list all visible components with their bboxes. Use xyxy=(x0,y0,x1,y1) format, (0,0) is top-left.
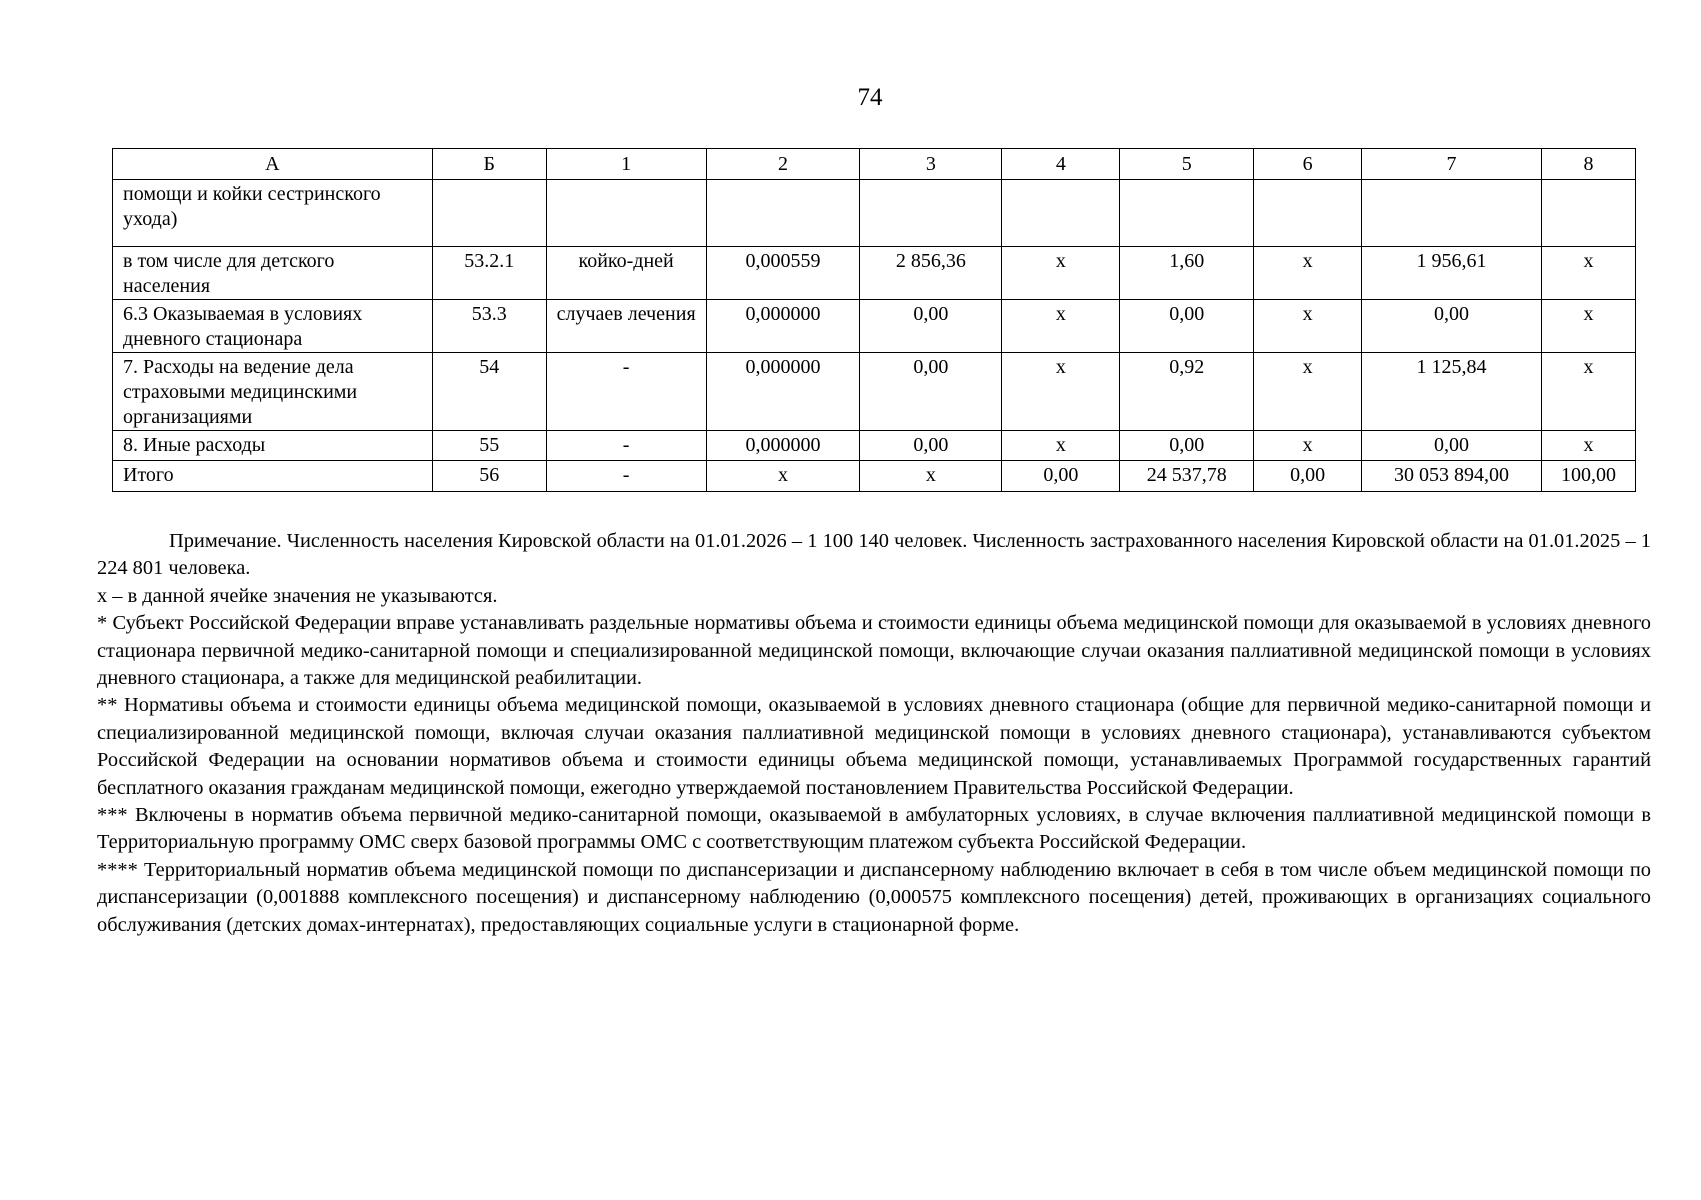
table-cell: 30 053 894,00 xyxy=(1362,461,1542,492)
table-row xyxy=(113,180,1636,247)
table-cell xyxy=(1541,180,1635,247)
table-cell: 53.2.1 xyxy=(432,247,546,300)
table-cell: 56 xyxy=(432,461,546,492)
column-header: 3 xyxy=(860,149,1002,180)
table-cell: 0,00 xyxy=(1254,461,1362,492)
table-row xyxy=(113,431,1636,461)
table-cell: 0,00 xyxy=(860,431,1002,461)
table-cell: - xyxy=(546,431,706,461)
table-cell xyxy=(432,180,546,247)
table-cell: 24 537,78 xyxy=(1120,461,1254,492)
table-cell: х xyxy=(1254,247,1362,300)
table-cell xyxy=(1002,180,1120,247)
table-cell: помощи и койки сестринского ухода) xyxy=(113,180,433,247)
table-cell xyxy=(706,180,860,247)
table-cell: 54 xyxy=(432,353,546,431)
table-cell: 0,00 xyxy=(1120,431,1254,461)
table-row xyxy=(113,247,1636,300)
table-cell: 0,00 xyxy=(1002,461,1120,492)
table-cell xyxy=(860,180,1002,247)
column-header: Б xyxy=(432,149,546,180)
table-cell: 1 125,84 xyxy=(1362,353,1542,431)
page-number: 74 xyxy=(857,84,883,111)
table-row xyxy=(113,353,1636,431)
table-row-total xyxy=(113,461,1636,492)
footnote-1: * Субъект Российской Федерации вправе устанавливать раздельные нормативы объема и стоимости единицы объема медицинской помощи для оказываемой в условиях дневного стационара первичной медико-санитарной помощи и специализированной медицинской помощи, включающие случаи оказания паллиативной медицинской помощи в условиях дневного стационара, а также для медицинской реабилитации. xyxy=(97,612,1651,690)
table-cell: 8. Иные расходы xyxy=(113,431,433,461)
table-cell: койко-дней xyxy=(546,247,706,300)
column-header: 4 xyxy=(1002,149,1120,180)
table-cell: х xyxy=(1254,353,1362,431)
table-cell: 55 xyxy=(432,431,546,461)
column-header: 5 xyxy=(1120,149,1254,180)
table-cell xyxy=(1254,180,1362,247)
table-cell: 0,92 xyxy=(1120,353,1254,431)
table-cell: 100,00 xyxy=(1541,461,1635,492)
data-table xyxy=(112,148,1636,492)
table-header-row xyxy=(113,149,1636,180)
table-cell: 7. Расходы на ведение дела страховыми медицинскими организациями xyxy=(113,353,433,431)
table-cell: 0,000559 xyxy=(706,247,860,300)
table-cell: Итого xyxy=(113,461,433,492)
table-cell: х xyxy=(860,461,1002,492)
table-cell: 2 856,36 xyxy=(860,247,1002,300)
table-cell: х xyxy=(1541,300,1635,353)
table-cell: х xyxy=(706,461,860,492)
table-cell: х xyxy=(1254,431,1362,461)
column-header: 7 xyxy=(1362,149,1542,180)
table-cell: 0,00 xyxy=(1120,300,1254,353)
table-cell: х xyxy=(1002,247,1120,300)
table-cell: х xyxy=(1002,353,1120,431)
table-cell: х xyxy=(1002,300,1120,353)
table-cell: х xyxy=(1002,431,1120,461)
footnote-4: **** Территориальный норматив объема медицинской помощи по диспансеризации и диспансерному наблюдению включает в себя в том числе объем медицинской помощи по диспансеризации (0,001888 комплексного посещения) и диспансерному наблюдению (0,000575 комплексного посещения) детей, проживающих в организациях социального обслуживания (детских домах-интернатах), предоставляющих социальные услуги в стационарной форме. xyxy=(97,858,1651,936)
column-header: 1 xyxy=(546,149,706,180)
table-cell: 0,00 xyxy=(1362,300,1542,353)
table-cell: х xyxy=(1254,300,1362,353)
table-cell: х xyxy=(1541,353,1635,431)
notes-section xyxy=(97,528,1651,939)
column-header: 8 xyxy=(1541,149,1635,180)
table-cell: 0,000000 xyxy=(706,353,860,431)
table-cell: 6.3 Оказываемая в условиях дневного стационара xyxy=(113,300,433,353)
table-cell: 1,60 xyxy=(1120,247,1254,300)
note-population: Примечание. Численность населения Кировской области на 01.01.2026 – 1 100 140 человек. Численность застрахованного населения Кировской области на 01.01.2025 – 1 224 801 человека. xyxy=(97,530,1651,580)
table-cell xyxy=(546,180,706,247)
table-cell: 53.3 xyxy=(432,300,546,353)
table-cell: - xyxy=(546,353,706,431)
footnote-2: ** Нормативы объема и стоимости единицы объема медицинской помощи, оказываемой в условиях дневного стационара (общие для первичной медико-санитарной помощи и специализированной медицинской помощи, включая случаи оказания паллиативной медицинской помощи в условиях дневного стационара), устанавливаются субъектом Российской Федерации на основании нормативов объема и стоимости единицы объема медицинской помощи, устанавливаемых Программой государственных гарантий бесплатного оказания гражданам медицинской помощи, ежегодно утверждаемой постановлением Правительства Российской Федерации. xyxy=(97,694,1651,799)
table-cell: х xyxy=(1541,247,1635,300)
table-cell: - xyxy=(546,461,706,492)
note-x-legend: х – в данной ячейке значения не указываются. xyxy=(97,584,498,607)
table-row xyxy=(113,300,1636,353)
column-header: 6 xyxy=(1254,149,1362,180)
column-header: 2 xyxy=(706,149,860,180)
table-cell xyxy=(1120,180,1254,247)
table-cell: 1 956,61 xyxy=(1362,247,1542,300)
footnote-3: *** Включены в норматив объема первичной медико-санитарной помощи, оказываемой в амбулаторных условиях, в случае включения паллиативной медицинской помощи в Территориальную программу ОМС сверх базовой программы ОМС с соответствующим платежом субъекта Российской Федерации. xyxy=(97,804,1651,854)
table-cell: 0,00 xyxy=(860,353,1002,431)
column-header: А xyxy=(113,149,433,180)
table-cell: 0,000000 xyxy=(706,300,860,353)
table-cell: 0,000000 xyxy=(706,431,860,461)
table-cell xyxy=(1362,180,1542,247)
table-cell: 0,00 xyxy=(1362,431,1542,461)
table-cell: в том числе для детского населения xyxy=(113,247,433,300)
table-cell: 0,00 xyxy=(860,300,1002,353)
table-cell: х xyxy=(1541,431,1635,461)
table-cell: случаев лечения xyxy=(546,300,706,353)
